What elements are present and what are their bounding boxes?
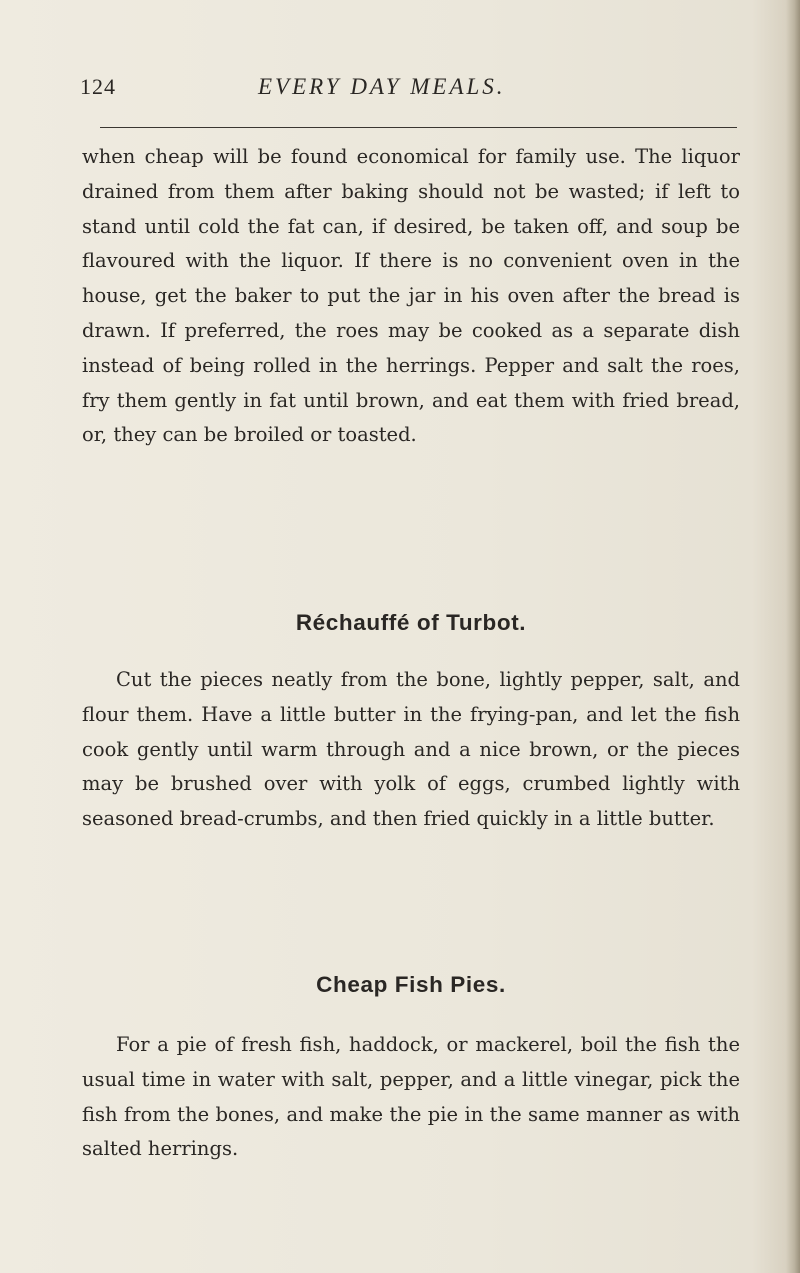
- paragraph-cheap-fish-pies: For a pie of fresh fish, haddock, or mackerel, boil the fish the usual time in water with salt, pepper, and a little vinegar, pick the fish from the bones, and make the pie in the same manner as with salted herrings.: [82, 1033, 740, 1161]
- paragraph-herrings-continued: when cheap will be found economical for family use. The liquor drained from them after baking should not be wasted; if left to stand until cold the fat can, if desired, be taken off, and soup be flavoured with the liquor. If there is no convenient oven in the house, get the baker to put the jar in his oven after the bread is drawn. If preferred, the roes may be cooked as a separate dish instead of being rolled in the herrings. Pepper and salt the roes, fry them gently in fat until brown, and eat them with fried bread, or, they can be broiled or toasted.: [82, 145, 740, 447]
- page-number: 124: [80, 74, 116, 99]
- page-edge-shadow: [786, 0, 800, 1273]
- running-head: EVERY DAY MEALS.: [258, 74, 506, 99]
- page-header: [80, 74, 740, 114]
- paragraph-rechauffe-of-turbot: Cut the pieces neatly from the bone, lightly pepper, salt, and flour them. Have a little butter in the frying-pan, and let the fish cook gently until warm through and a nice brown, or the pieces may be brushed over with yolk of eggs, crumbed lightly with seasoned bread-crumbs, and then fried quickly in a little butter.: [82, 668, 740, 831]
- section-heading-cheap-fish-pies: Cheap Fish Pies.: [316, 972, 506, 997]
- header-rule: [100, 127, 737, 128]
- section-heading-rechauffe-of-turbot: Réchauffé of Turbot.: [295, 610, 527, 635]
